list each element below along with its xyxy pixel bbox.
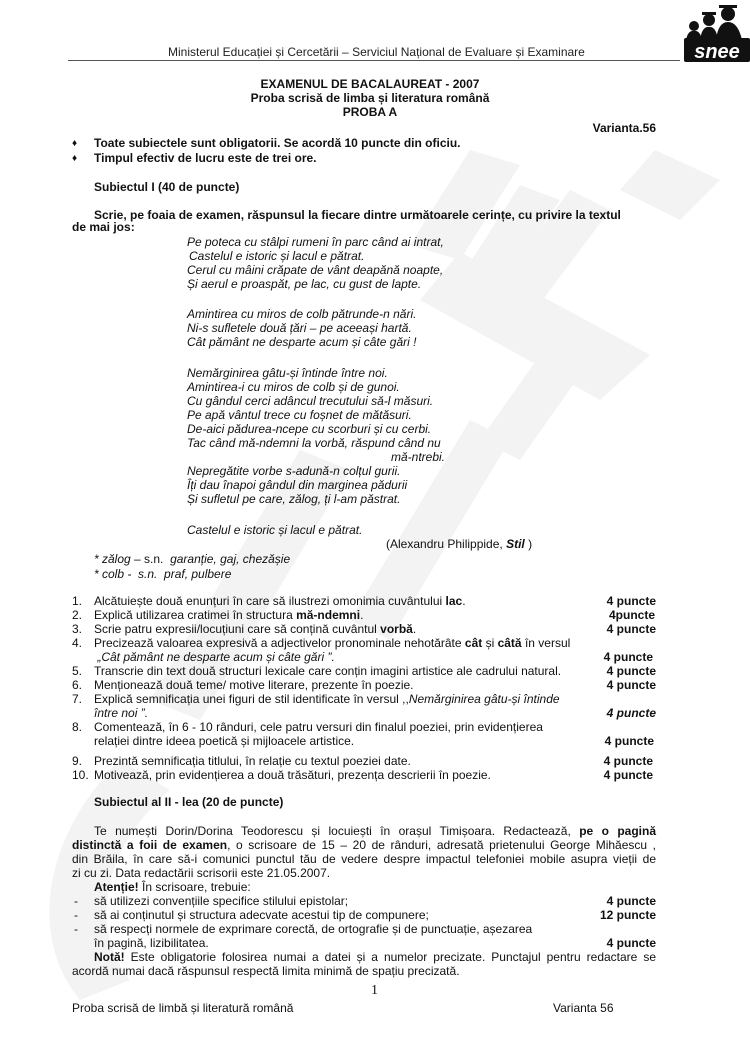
question-fragment: Comentează, în 6 - 10 rânduri, cele patru versuri din finalul poeziei, prin evidențierea (94, 720, 543, 734)
poem-line: De-aici pădurea-ncepe cu scorburi și cu cerbi. (187, 422, 432, 436)
exam-subtitle: Proba scrisă de limba și literatura română (250, 91, 490, 105)
question-text (94, 720, 543, 734)
question-number: 1. (72, 594, 83, 608)
attention-line (94, 880, 251, 894)
variant-label: Varianta.56 (592, 121, 656, 135)
attribution-author: (Alexandru Philippide, (386, 537, 507, 551)
poem-line: Cerul cu mâini crăpate de vânt deapănă noapte, (187, 263, 444, 277)
question-number: 2. (72, 608, 83, 622)
question-number: 4. (72, 636, 83, 650)
question-points: 4 puncte (603, 754, 653, 768)
snee-logo (676, 2, 750, 64)
poem-line: Nemărginirea gâtu-și întinde între noi. (187, 366, 388, 380)
question-fragment: Prezintă semnificația titlului, în relație cu textul poeziei date. (94, 754, 411, 768)
emphasis-bold: vorbă (380, 622, 413, 636)
question-text-cont: între noi ”. (94, 706, 149, 720)
glossary-pos: – s.n. (130, 552, 171, 566)
requirement-points: 12 puncte (599, 908, 656, 922)
question-points: 4 puncte (606, 664, 656, 678)
question-text-cont: „Cât pământ ne desparte acum și câte gări ”. (94, 650, 335, 664)
question-fragment: . (360, 608, 364, 622)
para-text: , o scrisoare de 15 – 20 de rânduri, adresată prietenului George Mihăescu , (227, 838, 656, 852)
requirement-points: 4 puncte (606, 936, 656, 950)
question-points: 4 puncte (604, 734, 654, 748)
instruction-2: Timpul efectiv de lucru este de trei ore. (94, 151, 317, 165)
requirement-cont: în pagină, lizibilitatea. (94, 936, 209, 950)
question-fragment: Precizează valoarea expresivă a adjectivelor pronominale nehotărâte (94, 636, 465, 650)
exam-title: EXAMENUL DE BACALAUREAT - 2007 (260, 77, 480, 91)
question-fragment: Alcătuiește două enunțuri în care să ilustrezi omonimia cuvântului (94, 594, 446, 608)
ministry-header: Ministerul Educației și Cercetării – Serviciul Național de Evaluare și Examinare (168, 45, 585, 59)
subject1-prompt-line2: de mai jos: (72, 220, 135, 234)
question-text (94, 608, 363, 622)
question-points: 4 puncte (606, 706, 656, 720)
note-line (94, 950, 656, 964)
question-number: 10. (72, 768, 89, 782)
question-fragment: . (412, 622, 417, 636)
poem-line: Ni-s sufletele două țări – pe aceeași hartă. (187, 321, 412, 335)
question-points: 4puncte (608, 608, 655, 622)
footer-right: Varianta 56 (553, 1001, 614, 1015)
question-points: 4 puncte (603, 768, 653, 782)
requirement: să ai conținutul și structura adecvate acestui tip de compunere; (94, 908, 429, 922)
note-text: Este obligatorie folosirea numai a datei și a numelor precizate. Punctajul pentru redactare se (124, 950, 656, 964)
poem-line: Cu gândul cerci adâncul trecutului să-l măsuri. (187, 394, 434, 408)
question-text-cont: relației dintre ideea poetică și mijloacele artistice. (94, 734, 355, 748)
emphasis-bold: mă-ndemni (296, 608, 361, 622)
subject2-para-line: zi cu zi. Data redactării scrisorii este 21.05.2007. (72, 866, 331, 880)
note-label: Notă! (94, 950, 125, 964)
dash-icon: - (74, 908, 78, 922)
question-text (94, 678, 414, 692)
question-text (94, 754, 411, 768)
question-number: 5. (72, 664, 83, 678)
poem-line: Castelul e istoric și lacul e pătrat. (189, 249, 365, 263)
attribution-title: Stil (506, 537, 525, 551)
question-number: 6. (72, 678, 83, 692)
requirement: să utilizezi convențiile specifice stilului epistolar; (94, 894, 349, 908)
dash-icon: - (74, 922, 78, 936)
question-text (94, 664, 561, 678)
question-text (94, 692, 560, 706)
poem-line: mă-ntrebi. (391, 450, 446, 464)
logo-text: snee (694, 41, 740, 63)
poem-line: Amintirea-i cu miros de colb și de gunoi. (187, 380, 400, 394)
question-fragment: în versul (521, 636, 571, 650)
para-bold: distinctă a foii de examen (72, 838, 228, 852)
glossary-term: * zălog (94, 552, 131, 566)
poem-line: Pe apă vântul trece cu foșnet de mătăsuri. (187, 408, 412, 422)
question-number: 9. (72, 754, 83, 768)
question-fragment: Explică semnificația unei figuri de stil identificate în versul ,, (94, 692, 409, 706)
bullet-icon: ♦ (72, 138, 78, 149)
glossary-entry (94, 552, 290, 566)
poem-line: Și sufletul pe care, zălog, ți l-am păstrat. (187, 492, 401, 506)
question-points: 4 puncte (606, 594, 656, 608)
emphasis-bold: cât (464, 636, 483, 650)
subject2-para-line (94, 824, 656, 838)
question-fragment: Transcrie din text două structuri lexicale care conțin imagini artistice ale cadrului natural. (94, 664, 562, 678)
emphasis-italic: Nemărginirea gâtu-și întinde (408, 692, 560, 706)
glossary-definition: garanție, gaj, chezășie (170, 552, 291, 566)
poem-line: Îți dau înapoi gândul din marginea pădurii (187, 478, 408, 492)
question-text (94, 768, 491, 782)
question-text (94, 594, 466, 608)
attribution-close: ) (524, 537, 533, 551)
question-points: 4 puncte (606, 622, 656, 636)
question-fragment: Menționează două teme/ motive literare, prezente în poezie. (94, 678, 414, 692)
note-line: acordă numai dacă răspunsul respectă limita minimă de spațiu precizată. (72, 964, 460, 978)
question-number: 7. (72, 692, 83, 706)
para-text: Te numești Dorin/Dorina Teodorescu și locuiești în orașul Timișoara. Redactează, (94, 824, 580, 838)
question-fragment: și (482, 636, 498, 650)
question-fragment: Scrie patru expresii/locuțiuni care să conțină cuvântul (94, 622, 381, 636)
attention-label: Atenție! (94, 880, 139, 894)
poem-line: Amintirea cu miros de colb pătrunde-n nări. (187, 307, 417, 321)
exam-proba: PROBA A (342, 105, 398, 119)
poem-line: Tac când mă-ndemni la vorbă, răspund când nu (187, 436, 441, 450)
poem-line: Pe poteca cu stâlpi rumeni în parc când ai intrat, (187, 235, 444, 249)
question-number: 8. (72, 720, 83, 734)
bullet-icon: ♦ (72, 153, 78, 164)
poem-line: Și aerul e proaspăt, pe lac, cu gust de lapte. (187, 277, 422, 291)
question-fragment: Explică utilizarea cratimei în structura (94, 608, 297, 622)
subject1-heading: Subiectul I (40 de puncte) (94, 180, 240, 194)
requirement: să respecți normele de exprimare corectă, de ortografie și de punctuație, așezarea (94, 922, 533, 936)
question-points: 4 puncte (606, 678, 656, 692)
question-text (94, 622, 416, 636)
subject2-heading: Subiectul al II - lea (20 de puncte) (94, 795, 284, 809)
para-bold: pe o pagină (579, 824, 656, 838)
question-number: 3. (72, 622, 83, 636)
poem-line: Nepregătite vorbe s-adună-n colțul gurii. (187, 464, 401, 478)
question-fragment: Motivează, prin evidențierea a două trăsături, prezența descrierii în poezie. (94, 768, 491, 782)
subject1-prompt-line1: Scrie, pe foaia de examen, răspunsul la fiecare dintre următoarele cerințe, cu privire la textul (94, 208, 621, 222)
page-number: 1 (371, 983, 378, 998)
emphasis-bold: lac (445, 594, 463, 608)
subject2-para-line: din Brăila, în care să-i comunici punctul tău de vedere despre impactul telefoniei mobile asupra vieții de (72, 852, 656, 866)
poem-line: Castelul e istoric și lacul e pătrat. (187, 523, 363, 537)
poem-attribution (386, 537, 532, 551)
requirement-points: 4 puncte (606, 894, 656, 908)
instruction-1: Toate subiectele sunt obligatorii. Se acordă 10 puncte din oficiu. (94, 136, 461, 150)
poem-line: Cât pământ ne desparte acum și câte gări ! (187, 335, 417, 349)
subject2-para-line (72, 838, 656, 852)
question-points: 4 puncte (603, 650, 653, 664)
emphasis-bold: câtă (497, 636, 522, 650)
dash-icon: - (74, 894, 78, 908)
header-divider (68, 60, 680, 61)
question-fragment: . (462, 594, 466, 608)
attention-text: În scrisoare, trebuie: (138, 880, 251, 894)
question-text (94, 636, 570, 650)
footer-left: Proba scrisă de limbă și literatură română (72, 1001, 294, 1015)
glossary-entry: * colb - s.n. praf, pulbere (94, 567, 232, 581)
